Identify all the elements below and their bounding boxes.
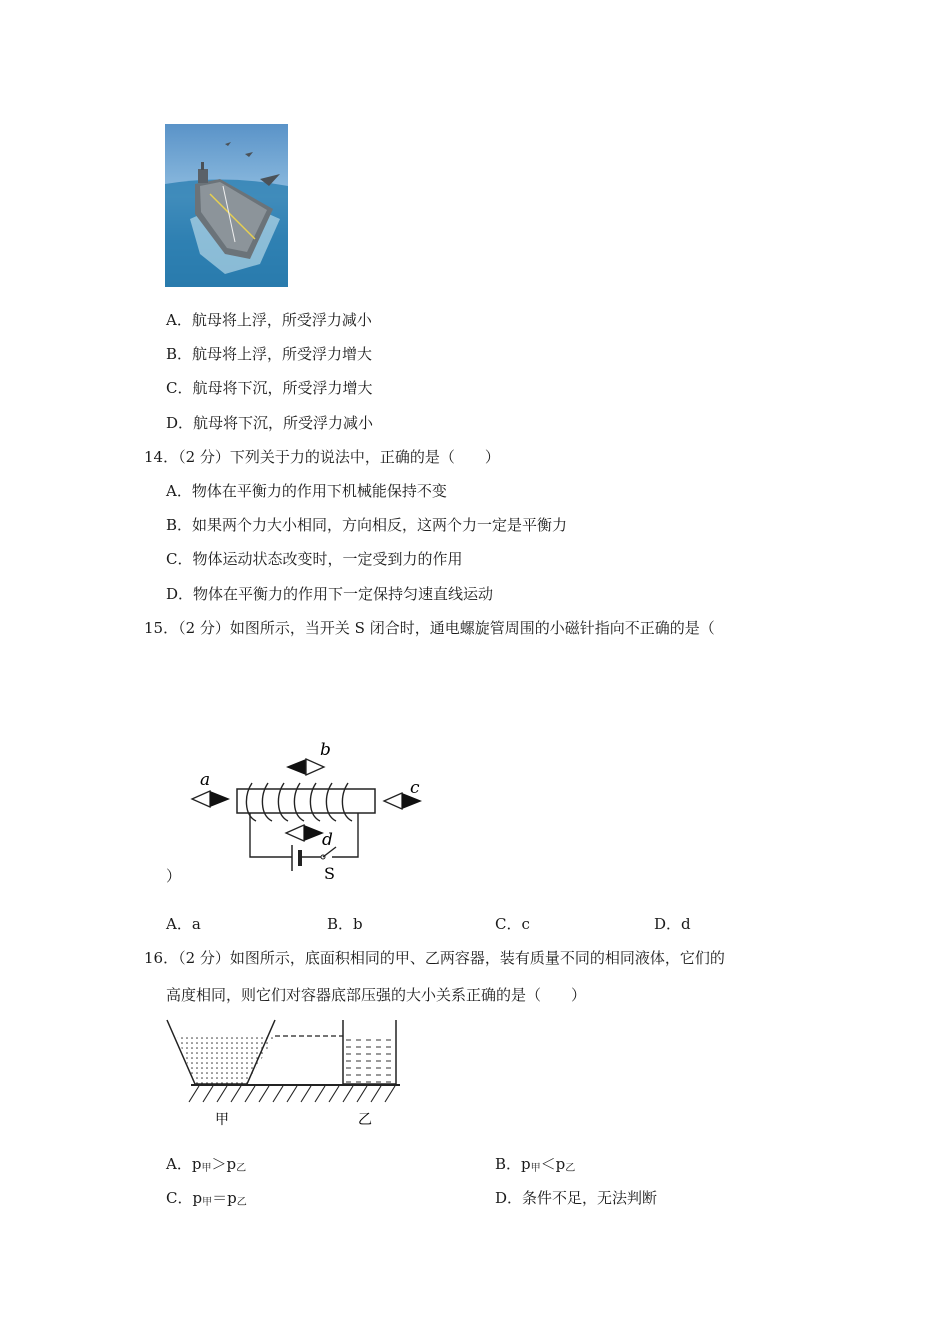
compass-needle-b: [286, 759, 324, 775]
q16-stem-line1: 16．（2 分）如图所示，底面积相同的甲、乙两容器，装有质量不同的相同液体，它们的: [144, 949, 725, 967]
q14-option-c: C．物体运动状态改变时，一定受到力的作用: [166, 550, 463, 568]
containers-diagram: [165, 1016, 405, 1131]
q13-option-c: C．航母将下沉，所受浮力增大: [166, 379, 373, 397]
q14-option-b: B．如果两个力大小相同，方向相反，这两个力一定是平衡力: [166, 516, 568, 534]
q16-option-b: B．$p_甲<p_乙$: [495, 1155, 576, 1174]
solenoid-core: [237, 789, 375, 813]
solenoid-diagram: [180, 735, 440, 885]
needle-label-d: d: [322, 830, 333, 850]
q14-stem: 14．（2 分）下列关于力的说法中，正确的是（ ）: [144, 448, 500, 466]
q16-option-c: C．$p_甲=p_乙$: [166, 1189, 247, 1208]
needle-label-a: a: [200, 770, 211, 790]
switch-label: S: [324, 864, 335, 883]
q14-option-d: D．物体在平衡力的作用下一定保持匀速直线运动: [166, 585, 494, 603]
needle-label-b: b: [320, 740, 331, 760]
container-label-yi: 乙: [358, 1112, 372, 1128]
q15-option-a: A．a: [166, 915, 201, 933]
container-label-jia: 甲: [215, 1112, 229, 1128]
q16-stem-line2: 高度相同，则它们对容器底部压强的大小关系正确的是（ ）: [166, 986, 587, 1004]
q15-option-c: C．c: [495, 915, 530, 933]
aircraft-carrier-image: [165, 124, 288, 287]
q14-option-a: A．物体在平衡力的作用下机械能保持不变: [166, 482, 447, 500]
ground-hatching: [189, 1086, 395, 1102]
q16-option-d: D．条件不足，无法判断: [495, 1189, 658, 1207]
compass-needle-a: [192, 791, 230, 807]
q15-option-d: D．d: [654, 915, 691, 933]
q15-stem-close: ）: [166, 867, 182, 885]
needle-label-c: c: [410, 778, 420, 798]
container-yi-liquid: [343, 1036, 396, 1084]
q15-option-b: B．b: [327, 915, 363, 933]
q13-option-a: A．航母将上浮，所受浮力减小: [166, 311, 372, 329]
q13-option-b: B．航母将上浮，所受浮力增大: [166, 345, 373, 363]
compass-needle-d: [286, 825, 324, 841]
q16-option-a: A．$p_甲>p_乙$: [166, 1155, 247, 1174]
q13-option-d: D．航母将下沉，所受浮力减小: [166, 414, 374, 432]
q15-stem: 15．（2 分）如图所示，当开关 S 闭合时，通电螺旋管周围的小磁针指向不正确的是（: [144, 619, 715, 637]
